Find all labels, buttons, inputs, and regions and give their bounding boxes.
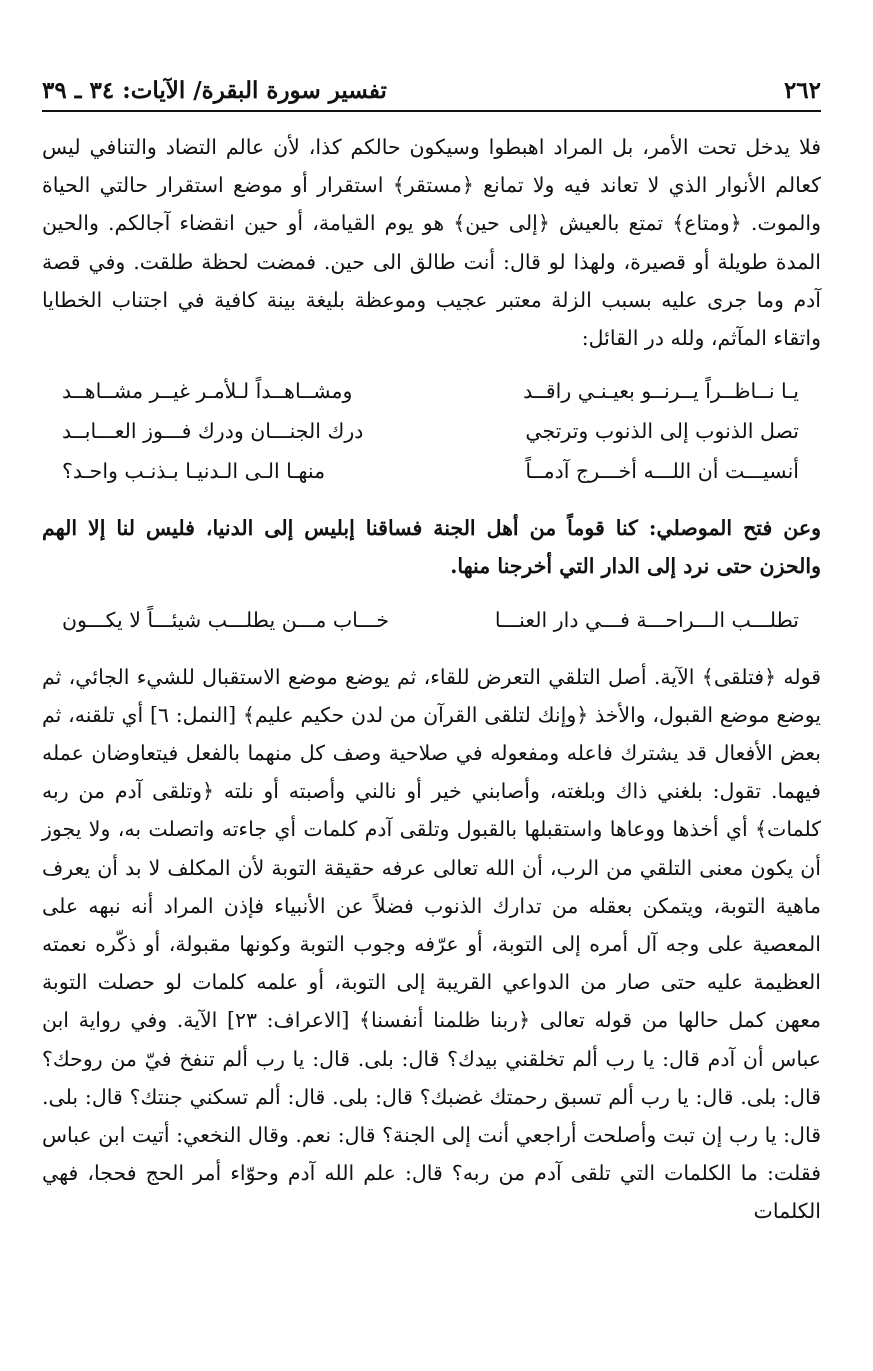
verse-first-hemistich: يـا نــاظــراً يــرنــو بعيـنـي راقــد bbox=[523, 379, 799, 404]
paragraph-2: وعن فتح الموصلي: كنا قوماً من أهل الجنة فساقنا إبليس إلى الدنيا، فليس لنا إلا الهم والحزن حتى نرد إلى الدار التي أخرجنا منها. bbox=[42, 516, 821, 579]
verse-second-hemistich: منهـا الـى الـدنيـا بـذنـب واحـد؟ bbox=[62, 459, 326, 484]
verse-first-hemistich: تصل الذنوب إلى الذنوب وترتجي bbox=[525, 419, 799, 444]
poem-1 bbox=[42, 371, 821, 491]
verse-line bbox=[42, 371, 821, 411]
verse-second-hemistich: درك الجنـــان ودرك فـــوز العـــابــد bbox=[62, 419, 364, 444]
page-number: ٢٦٢ bbox=[783, 77, 821, 104]
verse-first-hemistich: أنسيـــت أن اللـــه أخـــرج آدمــاً bbox=[525, 459, 799, 484]
running-header bbox=[42, 58, 821, 112]
verse-line bbox=[42, 451, 821, 491]
running-title: تفسير سورة البقرة/ الآيات: ٣٤ ـ ٣٩ bbox=[42, 77, 387, 104]
verse-first-hemistich: تطلـــب الـــراحـــة فـــي دار العنـــا bbox=[494, 607, 799, 632]
page-body bbox=[42, 128, 821, 1231]
verse-line bbox=[42, 411, 821, 451]
poem-2 bbox=[42, 600, 821, 640]
paragraph-3: قوله ﴿فتلقى﴾ الآية. أصل التلقي التعرض للقاء، ثم يوضع موضع الاستقبال للشيء الجائي، ثم يوضع موضع القبول، والأخذ ﴿وإنك لتلقى القرآن من لدن حكيم عليم﴾ [النمل: ٦] أي تلقنه، ثم بعض الأفعال قد يشترك فاعله ومفعوله في صلاحية وصف كل منهما بالفعل فيتعاوضان عمله فيهما. تقول: بلغني ذاك وبلغته، وأصابني خير أو نالني وأصبته أو نلته ﴿وتلقى آدم من ربه كلمات﴾ أي أخذها ووعاها واستقبلها بالقبول وتلقى آدم كلمات أي جاءته واتصلت به، ولا يجوز أن يكون معنى التلقي من الرب، أن الله تعالى عرفه حقيقة التوبة لأن المكلف لا بد أن يعرف ماهية التوبة، ويتمكن بعقله من تدارك الذنوب فضلاً عن الأنبياء فإذن المراد أنه نبهه على المعصية على وجه آل أمره إلى التوبة، أو عرّفه وجوب التوبة وكونها مقبولة، أو ذكّره نعمته العظيمة عليه حتى صار من الدواعي القريبة إلى التوبة، أو علمه كلمات لو حصلت التوبة معهن كمل حالها من قوله تعالى ﴿ربنا ظلمنا أنفسنا﴾ [الاعراف: ٢٣] الآية. وفي رواية ابن عباس أن آدم قال: يا رب ألم تخلقني بيدك؟ قال: بلى. قال: يا رب ألم تنفخ فيّ من روحك؟ قال: بلى. قال: يا رب ألم تسبق رحمتك غضبك؟ قال: بلى. قال: ألم تسكني جنتك؟ قال: بلى. قال: يا رب إن تبت وأصلحت أراجعي أنت إلى الجنة؟ قال: نعم. وقال النخعي: أتيت ابن عباس فقلت: ما الكلمات التي تلقى آدم من ربه؟ قال: علم الله آدم وحوّاء أمر الحج فحجا، فهي الكلمات bbox=[42, 664, 821, 1224]
verse-line bbox=[42, 600, 821, 640]
verse-second-hemistich: خـــاب مـــن يطلـــب شيئـــاً لا يكـــون bbox=[62, 607, 390, 632]
verse-second-hemistich: ومشــاهــداً لـلأمـر غيــر مشــاهــد bbox=[62, 379, 353, 404]
paragraph-1: فلا يدخل تحت الأمر، بل المراد اهبطوا وسيكون حالكم كذا، لأن عالم التضاد والتنافي ليس كعالم الأنوار الذي لا تعاند فيه ولا تمانع ﴿مستقر﴾ استقرار أو موضع استقرار حالتي الحياة والموت. ﴿ومتاع﴾ تمتع بالعيش ﴿إلى حين﴾ هو يوم القيامة، أو حين انقضاء آجالكم. والحين المدة طويلة أو قصيرة، ولهذا لو قال: أنت طالق الى حين. فمضت لحظة طلقت. وفي قصة آدم وما جرى عليه بسبب الزلة معتبر عجيب وموعظة بليغة بينة كافية في اجتناب الخطايا واتقاء المآثم، ولله در القائل: bbox=[42, 135, 821, 351]
